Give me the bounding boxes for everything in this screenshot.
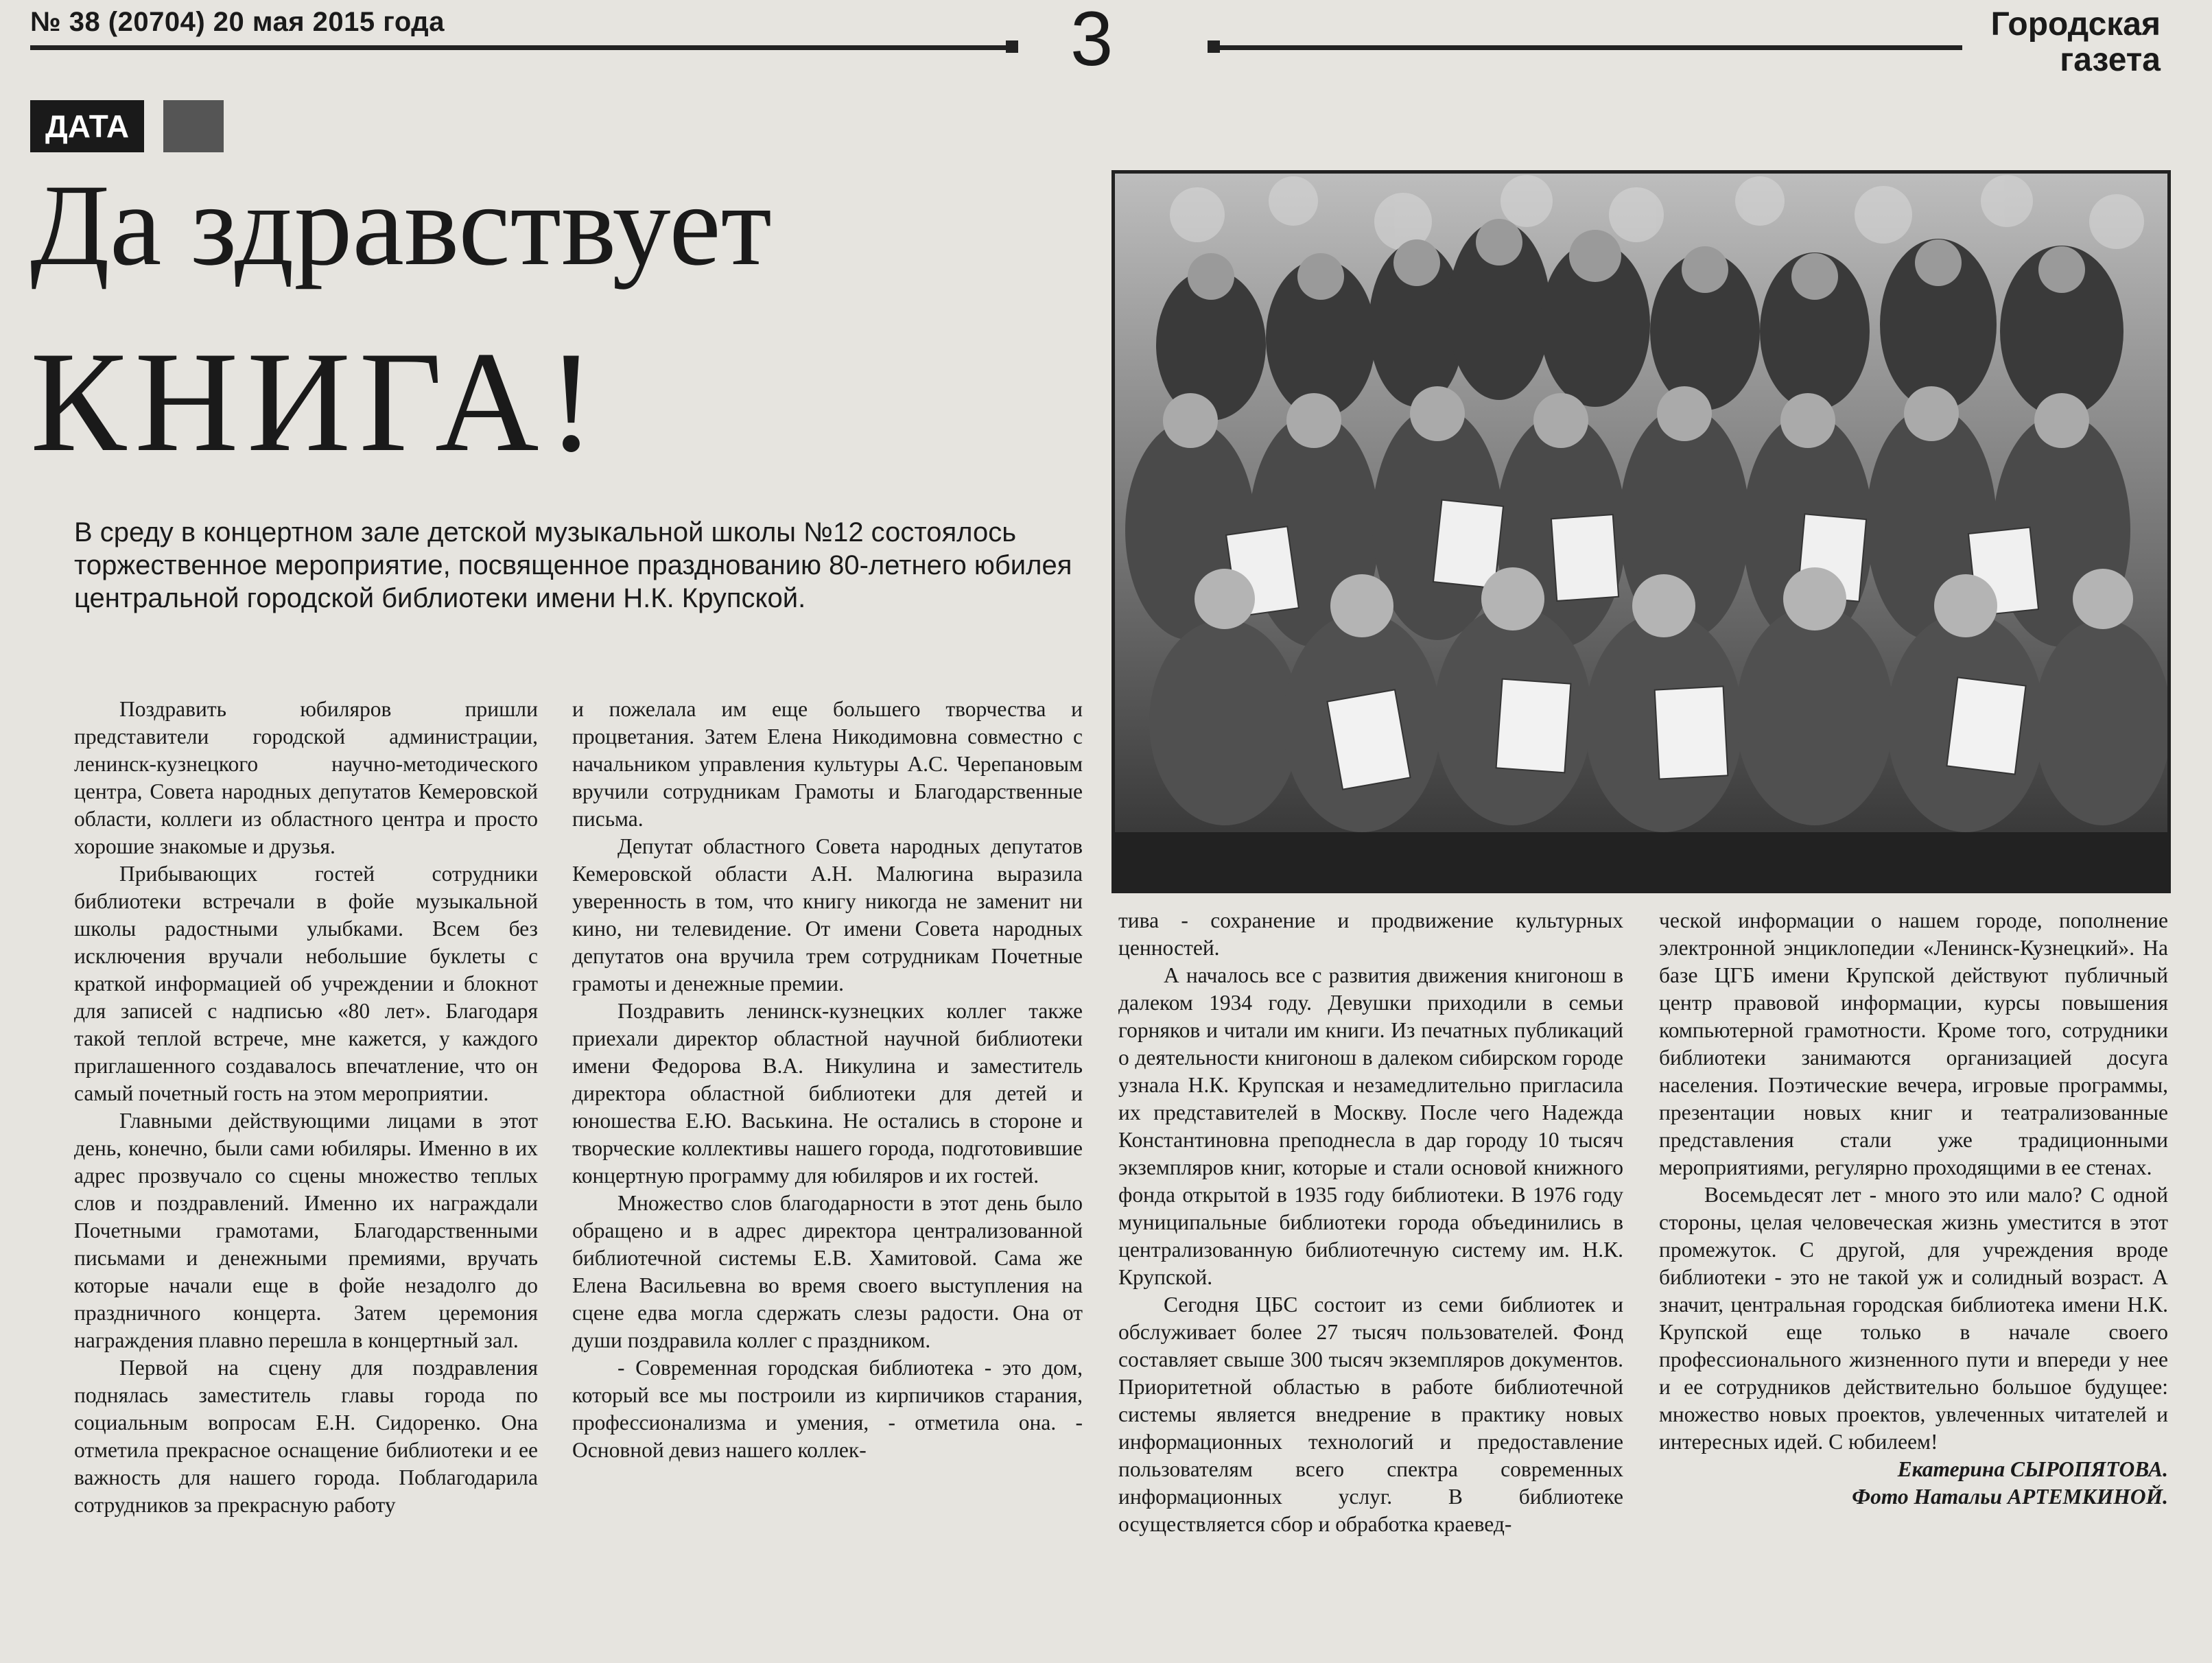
lead-paragraph: В среду в концертном зале детской музыкальной школы №12 состоялось торжественное мероприятие, посвященное празднованию 80-летнего юбилея центральной городской библиотеки имени Н.К. Крупской. bbox=[74, 517, 1072, 613]
paragraph: - Современная городская библиотека - это дом, который все мы построили из кирпичиков старания, профессионализма и умения, - отметила она. - Основной девиз нашего коллек- bbox=[572, 1356, 1083, 1462]
group-photo-illustration bbox=[1115, 174, 2167, 890]
paragraph: Сегодня ЦБС состоит из семи библиотек и обслуживает более 27 тысяч пользователей. Фонд составляет свыше 300 тысяч экземпляров документов. Приоритетной областью в работе библиотечной системы является внедрение в практику новых информационных технологий и предоставление пользователям всего спектра современных информационных услуг. В библиотеке осуществляется сбор и обработка краевед- bbox=[1118, 1293, 1623, 1536]
photo-credit: Фото Натальи АРТЕМКИНОЙ. bbox=[1852, 1485, 2168, 1509]
paragraph: А началось все с развития движения книгонош в далеком 1934 году. Девушки приходили в семьи горняков и читали им книги. Из печатных публикаций о деятельности книгонош в далеком сибирском городе узнала Н.К. Крупская и незамедлительно пригласила их представителей в Москву. После чего Надежда Константиновна преподнесла в дар городу 10 тысяч экземпляров книг, которые и стали основой книжного фонда открытой в 1935 году библиотеки. В 1976 году муниципальные библиотеки города объединились в централизованную библиотечную систему им. Н.К. Крупской. bbox=[1118, 963, 1623, 1289]
issue-info: № 38 (20704) 20 мая 2015 года bbox=[30, 7, 445, 37]
rubric-label: ДАТА bbox=[30, 100, 144, 152]
article-column-3 bbox=[1118, 907, 1623, 1662]
paragraph: Депутат областного Совета народных депутатов Кемеровской области А.Н. Малюгина выразила уверенность в том, что книгу никогда не заменит ни кино, ни телевидение. От имени Совета народных депутатов она вручила трем сотрудникам Почетные грамоты и денежные премии. bbox=[572, 834, 1083, 995]
newspaper-name-line1: Городская bbox=[1990, 6, 2161, 43]
newspaper-name-line2: газета bbox=[2060, 42, 2161, 78]
article-column-2 bbox=[572, 696, 1083, 1656]
paragraph: Поздравить юбиляров пришли представители городской администрации, ленинск-кузнецкого научно-методического центра, Совета народных депутатов Кемеровской области, коллеги из областного центра и просто хорошие знакомые и друзья. bbox=[74, 697, 538, 858]
paragraph: Поздравить ленинск-кузнецких коллег также приехали директор областной научной библиотеки имени Федорова В.А. Никулина и заместитель директора областной библиотеки для детей и юношества Е.Ю. Васькина. Не остались в стороне и творческие коллективы нашего города, подготовившие концертную программу для юбиляров и их гостей. bbox=[572, 999, 1083, 1188]
page-header bbox=[0, 0, 2212, 89]
rubric-square bbox=[163, 100, 224, 152]
header-rule-left bbox=[30, 45, 1018, 50]
paragraph: Главными действующими лицами в этот день, конечно, были сами юбиляры. Именно в их адрес прозвучало со сцены множество теплых слов и поздравлений. Именно их награждали Почетными грамотами, Благодарственными письмами и денежными премиями, вручать которые начали еще в фойе незадолго до праздничного концерта. Затем церемония награждения плавно перешла в концертный зал. bbox=[74, 1109, 538, 1352]
article-column-4 bbox=[1659, 907, 2168, 1662]
header-rule-right bbox=[1208, 45, 1962, 50]
paragraph: Множество слов благодарности в этот день было обращено и в адрес директора централизованной библиотечной системы Е.В. Хамитовой. Сама же Елена Васильевна во время своего выступления на сцене едва могла сдержать слезы радости. Она от души поздравила коллег с праздником. bbox=[572, 1191, 1083, 1352]
paragraph: Прибывающих гостей сотрудники библиотеки встречали в фойе музыкальной школы радостными улыбками. Всем без исключения вручали небольшие буклеты с краткой информацией об учреждении и блокнот для записей с надписью «80 лет». Благодаря такой теплой встрече, мне кажется, у каждого приглашенного создавалось впечатление, что он самый почетный гость на этом мероприятии. bbox=[74, 862, 538, 1105]
paragraph: Первой на сцену для поздравления поднялась заместитель главы города по социальным вопросам Е.Н. Сидоренко. Она отметила прекрасное оснащение библиотеки и ее важность для нашего города. Поблагодарила сотрудников за прекрасную работу bbox=[74, 1356, 538, 1517]
paragraph: Восемьдесят лет - много это или мало? С одной стороны, целая человеческая жизнь уместится в этот промежуток. С другой, для учреждения вроде библиотеки - это не такой уж и солидный возраст. А значит, центральная городская библиотека имени Н.К. Крупской еще только в начале своего профессионального жизненного пути и впереди у нее и ее сотрудников действительно большое будущее: множество новых проектов, увлеченных читателей и интересных идей. С юбилеем! bbox=[1659, 1183, 2168, 1454]
author-signature: Екатерина СЫРОПЯТОВА. bbox=[1897, 1457, 2168, 1481]
group-photo bbox=[1111, 170, 2171, 893]
rubric bbox=[30, 100, 224, 152]
headline-line1: Да здравствует bbox=[30, 161, 772, 290]
page-number: 3 bbox=[1070, 0, 1114, 82]
headline-line2: КНИГА! bbox=[30, 322, 604, 482]
newspaper-name bbox=[1991, 7, 2161, 78]
article-column-1 bbox=[74, 696, 538, 1656]
paragraph: ческой информации о нашем городе, пополнение электронной энциклопедии «Ленинск-Кузнецкий». На базе ЦГБ имени Крупской действуют публичный центр правовой информации, курсы повышения компьютерной грамотности. Кроме того, сотрудники библиотеки занимаются организацией досуга населения. Поэтические вечера, игровые программы, презентации новых книг и театрализованные представления стали уже традиционными мероприятиями, регулярно проходящими в ее стенах. bbox=[1659, 908, 2168, 1179]
paragraph: тива - сохранение и продвижение культурных ценностей. bbox=[1118, 908, 1623, 960]
paragraph: и пожелала им еще большего творчества и процветания. Затем Елена Никодимовна совместно с начальником управления культуры А.С. Черепановым вручили сотрудникам Грамоты и Благодарственные письма. bbox=[572, 697, 1083, 831]
